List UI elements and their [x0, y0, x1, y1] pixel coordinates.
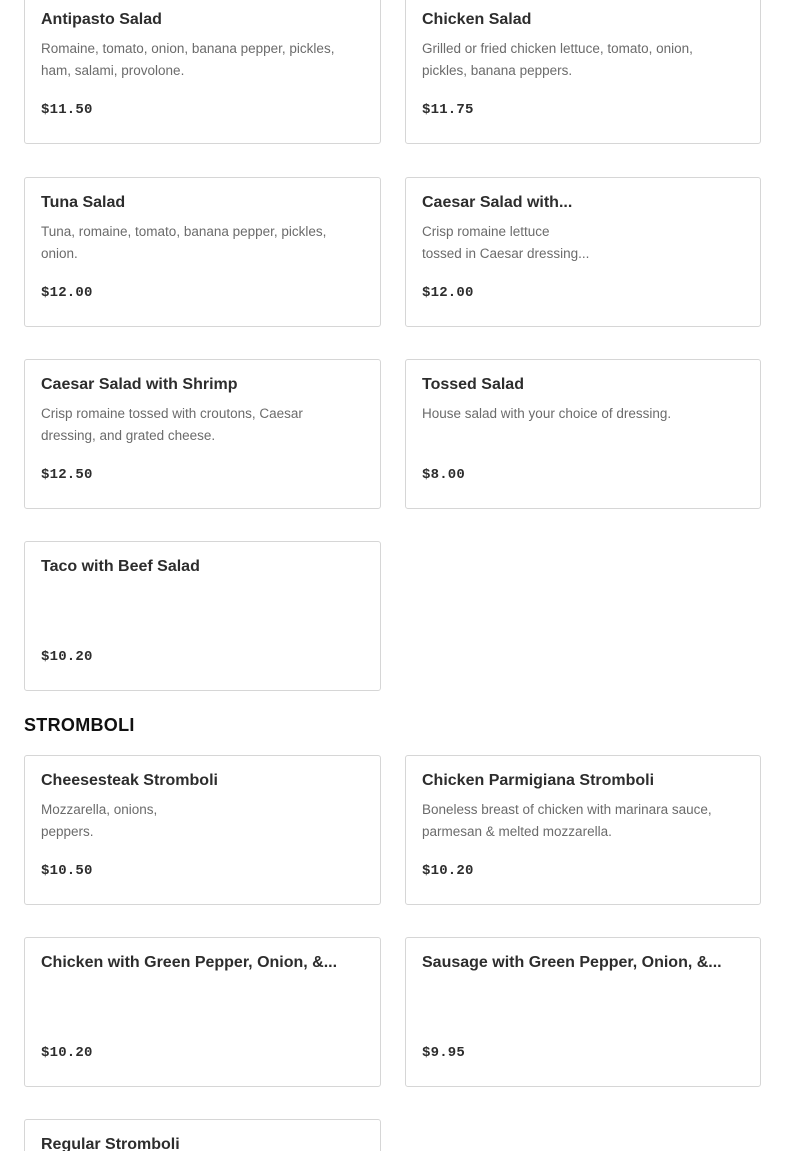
menu-item-price: $12.00: [41, 285, 93, 301]
menu-item-card-tuna-salad[interactable]: [24, 177, 381, 327]
menu-item-card-regular-stromboli[interactable]: [24, 1119, 381, 1151]
menu-item-name: Chicken Salad: [422, 11, 532, 28]
menu-item-name: Sausage with Green Pepper, Onion, &...: [422, 954, 722, 971]
menu-item-price: $10.20: [422, 863, 474, 879]
menu-item-card-sausage-green-pepper-onion[interactable]: [405, 937, 761, 1087]
menu-item-name: Chicken Parmigiana Stromboli: [422, 772, 655, 789]
menu-item-description: House salad with your choice of dressing.: [422, 406, 672, 421]
menu-item-price: $11.75: [422, 102, 474, 118]
menu-item-card-taco-with-beef-salad[interactable]: [24, 541, 381, 691]
menu-item-card-caesar-salad-with-shrimp[interactable]: [24, 359, 381, 509]
section-heading-stromboli: STROMBOLI: [24, 715, 135, 735]
menu-item-card-antipasto-salad[interactable]: [24, 0, 381, 144]
menu-item-price: $12.00: [422, 285, 474, 301]
menu-item-name: Tossed Salad: [422, 376, 524, 393]
menu-item-description: Boneless breast of chicken with marinara sauce, parmesan & melted mozzarella.: [422, 802, 712, 839]
menu-item-name: Regular Stromboli: [41, 1136, 180, 1151]
menu-item-price: $11.50: [41, 102, 93, 118]
menu-item-description: Crisp romaine lettuce tossed in Caesar dressing...: [422, 224, 590, 261]
menu-item-card-caesar-salad-with[interactable]: [405, 177, 761, 327]
menu-item-name: Caesar Salad with Shrimp: [41, 376, 238, 393]
menu-item-card-tossed-salad[interactable]: [405, 359, 761, 509]
menu-item-name: Antipasto Salad: [41, 11, 162, 28]
menu-item-price: $10.20: [41, 649, 93, 665]
menu-item-description: Grilled or fried chicken lettuce, tomato, onion, pickles, banana peppers.: [422, 41, 693, 78]
menu-item-card-chicken-parmigiana-stromboli[interactable]: [405, 755, 761, 905]
menu-item-name: Chicken with Green Pepper, Onion, &...: [41, 954, 338, 971]
menu-item-description: Tuna, romaine, tomato, banana pepper, pickles, onion.: [41, 224, 327, 261]
menu-item-price: $9.95: [422, 1045, 466, 1061]
menu-item-description: Crisp romaine tossed with croutons, Caesar dressing, and grated cheese.: [41, 406, 303, 443]
menu-item-name: Taco with Beef Salad: [41, 558, 200, 575]
menu-item-price: $12.50: [41, 467, 93, 483]
menu-item-description: Romaine, tomato, onion, banana pepper, pickles, ham, salami, provolone.: [41, 41, 335, 78]
menu-item-price: $10.20: [41, 1045, 93, 1061]
menu-item-name: Cheesesteak Stromboli: [41, 772, 218, 789]
menu-item-name: Tuna Salad: [41, 194, 126, 211]
menu-item-card-chicken-salad[interactable]: [405, 0, 761, 144]
menu-item-name: Caesar Salad with...: [422, 194, 573, 211]
menu-item-card-chicken-green-pepper-onion[interactable]: [24, 937, 381, 1087]
menu-item-price: $10.50: [41, 863, 93, 879]
menu-item-card-cheesesteak-stromboli[interactable]: [24, 755, 381, 905]
menu-item-price: $8.00: [422, 467, 466, 483]
menu-item-description: Mozzarella, onions, peppers.: [41, 802, 158, 839]
